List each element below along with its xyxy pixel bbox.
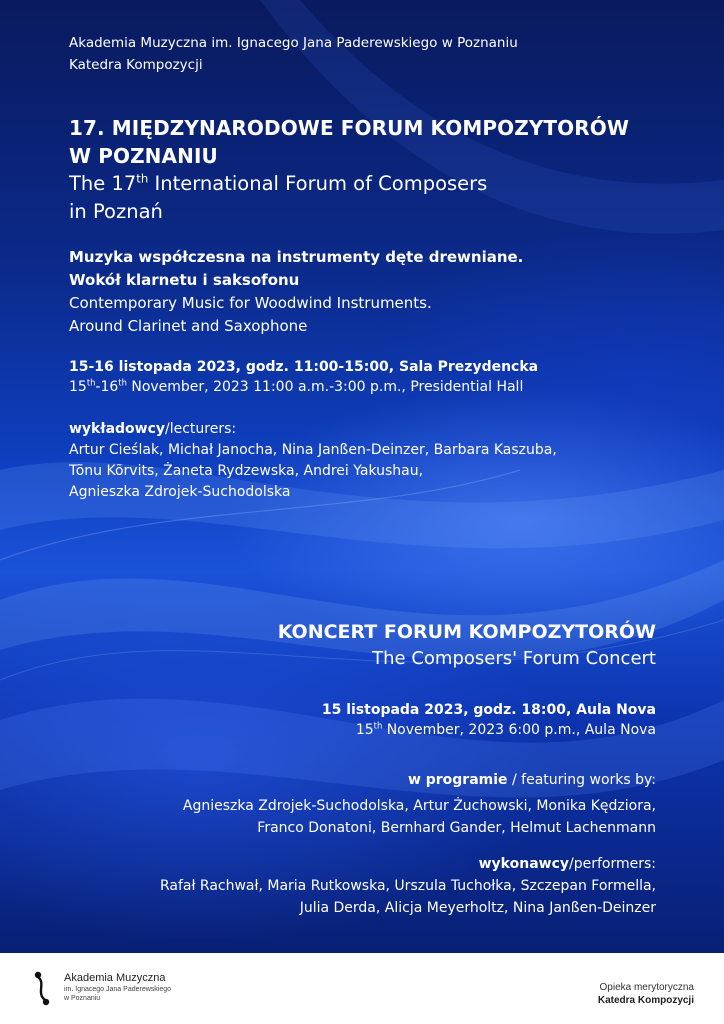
program-label: w programie / featuring works by: [407, 772, 656, 788]
footer [0, 953, 724, 1024]
theme-pl-line2: Wokół klarnetu i saksofonu [69, 271, 300, 289]
theme-pl-line1: Muzyka współczesna na instrumenty dęte drewniane. [69, 248, 524, 266]
concert-date-pl: 15 listopada 2023, godz. 18:00, Aula Nova [321, 702, 656, 718]
concert-date-en: 15th November, 2023 6:00 p.m., Aula Nova [355, 720, 656, 738]
concert-title-en: The Composers' Forum Concert [372, 648, 656, 669]
department-name: Katedra Kompozycji [69, 57, 203, 73]
logo-academy-patron: im. Ignacego Jana Paderewskiego [64, 986, 172, 993]
f-hole-icon [32, 969, 54, 1009]
lecturers-line2: Tõnu Kõrvits, Żaneta Rydzewska, Andrei Yakushau, [69, 463, 424, 479]
schedule-pl: 15-16 listopada 2023, godz. 11:00-15:00, Sala Prezydencka [69, 359, 539, 375]
schedule-en: 15th-16th November, 2023 11:00 a.m.-3:00 p.m., Presidential Hall [69, 377, 524, 395]
patronage-label: Opieka merytoryczna [599, 982, 694, 993]
performers-line1: Rafał Rachwał, Maria Rutkowska, Urszula Tuchołka, Szczepan Formella, [159, 878, 656, 894]
forum-title-pl-line1: 17. MIĘDZYNARODOWE FORUM KOMPOZYTORÓW [69, 116, 630, 140]
lecturers-line1: Artur Cieślak, Michał Janocha, Nina Janßen-Deinzer, Barbara Kaszuba, [69, 442, 557, 458]
patronage-name: Katedra Kompozycji [597, 995, 694, 1006]
performers-label: wykonawcy/performers: [478, 856, 656, 872]
performers-line2: Julia Derda, Alicja Meyerholtz, Nina Janßen-Deinzer [299, 900, 656, 916]
lecturers-line3: Agnieszka Zdrojek-Suchodolska [69, 484, 291, 500]
theme-en-line2: Around Clarinet and Saxophone [69, 317, 308, 335]
program-line1: Agnieszka Zdrojek-Suchodolska, Artur Żuchowski, Monika Kędziora, [182, 798, 656, 814]
program-line2: Franco Donatoni, Bernhard Gander, Helmut Lachenmann [257, 820, 656, 836]
academy-name: Akademia Muzyczna im. Ignacego Jana Paderewskiego w Poznaniu [69, 35, 518, 51]
concert-title-pl: KONCERT FORUM KOMPOZYTORÓW [277, 621, 656, 643]
forum-title-pl-line2: W POZNANIU [69, 144, 218, 168]
theme-en-line1: Contemporary Music for Woodwind Instruments. [69, 294, 432, 312]
forum-title-en-line1: The 17th International Forum of Composers [69, 171, 488, 195]
lecturers-label: wykładowcy/lecturers: [69, 421, 237, 437]
logo-academy-city: w Poznaniu [64, 995, 101, 1002]
forum-title-en-line2: in Poznań [69, 200, 163, 223]
logo-academy-name: Akademia Muzyczna [64, 972, 166, 984]
